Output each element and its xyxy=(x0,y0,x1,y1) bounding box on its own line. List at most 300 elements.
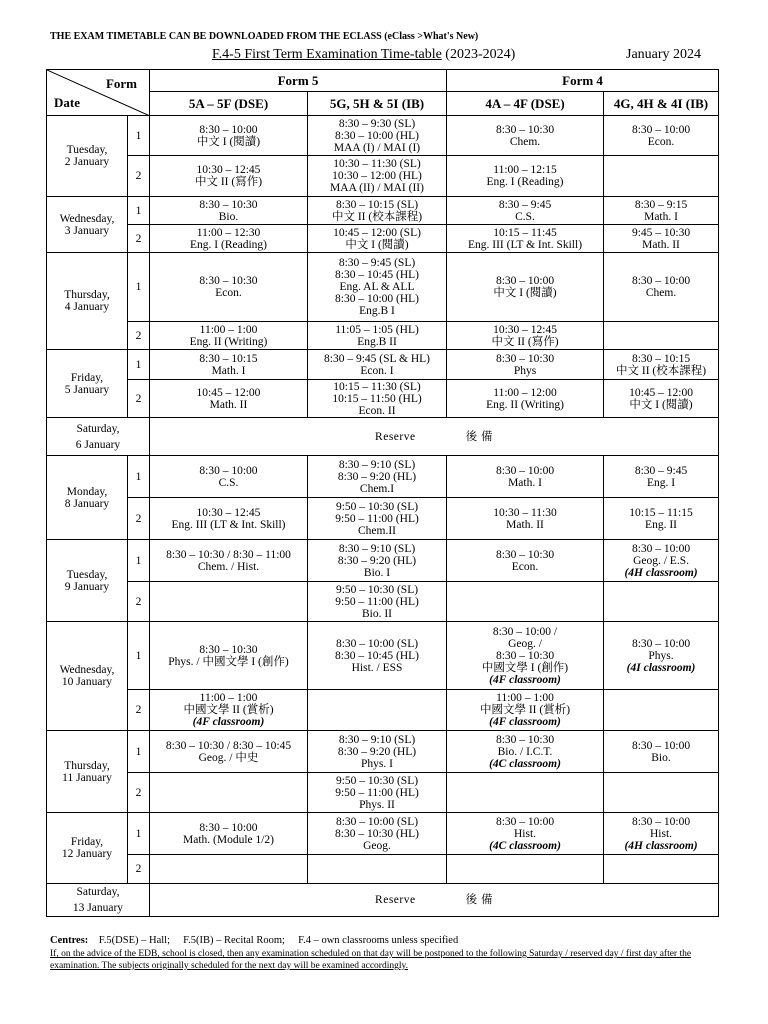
reserve-label-zh: 後 備 xyxy=(465,430,493,443)
session-number: 2 xyxy=(128,855,150,884)
col-4g-4i-cell xyxy=(604,456,719,498)
exam-line: Chem. / Hist. xyxy=(197,560,260,573)
day-cell xyxy=(47,813,128,884)
col-5g-5i-cell xyxy=(308,622,447,690)
day-weekday: Tuesday, xyxy=(66,144,108,156)
day-date: 11 January xyxy=(62,771,112,784)
session-number: 2 xyxy=(128,156,150,197)
col-5a-5f-cell xyxy=(150,156,308,197)
col-5g-5i-cell xyxy=(308,380,447,418)
day-date: 10 January xyxy=(61,676,113,688)
session-row xyxy=(47,622,719,690)
col-5g-5i-cell xyxy=(308,498,447,540)
classroom-note: (4C classroom) xyxy=(489,757,561,770)
session-number: 2 xyxy=(128,380,150,418)
title-row xyxy=(0,47,768,65)
day-date: 13 January xyxy=(72,902,124,914)
session-row xyxy=(47,540,719,582)
exam-line: 8:30 – 10:00 xyxy=(631,815,691,828)
session-number: 1 xyxy=(128,622,150,690)
col-4a-4f-cell xyxy=(447,582,604,622)
document-title xyxy=(212,47,515,63)
session-row xyxy=(47,380,719,418)
col-4g-4i-cell xyxy=(604,225,719,253)
exam-line: 8:30 – 10:30 / 8:30 – 11:00 xyxy=(166,548,291,561)
day-cell xyxy=(47,253,128,350)
day-date: 2 January xyxy=(64,156,110,168)
exam-line: 8:30 – 10:00 (HL) xyxy=(335,129,420,142)
exam-line: Math. (Module 1/2) xyxy=(182,833,275,846)
form-date-corner xyxy=(47,70,150,116)
centre-f4: F.4 – own classrooms unless specified xyxy=(298,935,459,946)
exam-line: 8:30 – 10:00 xyxy=(199,123,258,136)
col-5a-5f-cell xyxy=(150,813,308,855)
reserve-row xyxy=(47,884,719,917)
session-row xyxy=(47,350,719,380)
exam-line: Eng. I (Reading) xyxy=(190,238,267,251)
document-date: January 2024 xyxy=(626,47,702,62)
exam-line: Eng. I xyxy=(646,476,676,489)
exam-line: 8:30 – 10:30 xyxy=(495,352,555,365)
exam-line: 10:15 – 11:45 xyxy=(493,226,557,239)
exam-line: 9:50 – 10:30 (SL) xyxy=(335,583,419,596)
day-weekday: Monday, xyxy=(66,485,108,498)
title-main: F.4-5 First Term Examination Time-table xyxy=(212,47,442,62)
day-cell xyxy=(47,350,128,418)
col-5a-5f-cell xyxy=(150,690,308,731)
session-number: 2 xyxy=(128,322,150,350)
exam-line: Econ. I xyxy=(360,364,394,377)
exam-timetable xyxy=(46,69,719,917)
col-5a-5f-cell xyxy=(150,498,308,540)
col-4a-4f-cell xyxy=(447,731,604,773)
exam-line: 10:15 – 11:50 (HL) xyxy=(332,392,422,405)
col-5g-5i-cell xyxy=(308,197,447,225)
exam-line: 11:00 – 12:15 xyxy=(493,164,557,176)
day-cell xyxy=(47,116,128,197)
col-5a-5f-cell xyxy=(150,116,308,156)
exam-line: 8:30 – 10:00 xyxy=(631,123,691,136)
col-4g-4i-cell xyxy=(604,156,719,197)
exam-line: 8:30 – 10:30 xyxy=(199,198,258,211)
exam-line: 8:30 – 9:45 (SL & HL) xyxy=(324,352,430,365)
exam-line: 8:30 – 10:00 xyxy=(631,637,691,650)
exam-line: Math. I xyxy=(644,210,678,223)
session-number: 1 xyxy=(128,540,150,582)
exam-line: 8:30 – 10:00 xyxy=(631,739,691,752)
col-4g-4i-cell xyxy=(604,582,719,622)
col-4a-4f-cell xyxy=(447,622,604,690)
exam-line: Math. II xyxy=(506,518,544,531)
exam-line: 8:30 – 10:00 xyxy=(495,275,555,287)
col-5a-5f-cell xyxy=(150,197,308,225)
day-date: 8 January xyxy=(64,497,110,510)
session-row xyxy=(47,855,719,884)
classroom-note: (4C classroom) xyxy=(489,839,561,852)
exam-line: Eng. III (LT & Int. Skill) xyxy=(467,238,583,251)
exam-line: 10:45 – 12:00 (SL) xyxy=(333,226,421,239)
col-4g-4i-cell xyxy=(604,116,719,156)
exam-line: Geog. / xyxy=(508,637,542,650)
exam-line: 9:50 – 11:00 (HL) xyxy=(335,595,419,608)
exam-line: Phys xyxy=(513,364,537,377)
classroom-note: (4F classroom) xyxy=(489,716,561,728)
col-4a-4f-cell xyxy=(447,855,604,884)
exam-line: Hist. xyxy=(513,827,537,840)
exam-line: 8:30 – 9:45 (SL) xyxy=(338,257,416,269)
day-weekday: Saturday, xyxy=(76,886,120,898)
exam-line: Math. II xyxy=(642,238,680,251)
col-4a-4f-cell xyxy=(447,322,604,350)
exam-line: 11:00 – 12:00 xyxy=(493,386,557,399)
col-4g-4i-cell xyxy=(604,380,719,418)
reserve-label: Reserve xyxy=(375,430,416,443)
col-4a-4f-cell xyxy=(447,690,604,731)
col-5a-5f-cell xyxy=(150,322,308,350)
centres-line xyxy=(50,935,720,947)
session-row xyxy=(47,116,719,156)
col-5g-5i-header: 5G, 5H & 5I (IB) xyxy=(308,92,447,116)
session-row xyxy=(47,813,719,855)
col-4a-4f-cell xyxy=(447,380,604,418)
col-5g-5i-cell xyxy=(308,156,447,197)
exam-line: Phys. xyxy=(648,649,674,662)
exam-line: Eng. II (Writing) xyxy=(189,335,268,348)
col-5a-5f-cell xyxy=(150,622,308,690)
exam-line: Eng.B I xyxy=(359,305,395,317)
exam-line: 8:30 – 9:30 (SL) xyxy=(338,117,416,130)
exam-line: 8:30 – 10:00 xyxy=(631,275,691,287)
session-row xyxy=(47,253,719,322)
exam-line: 中文 II (校本課程) xyxy=(331,210,423,223)
reserve-cell xyxy=(150,418,719,456)
exam-line: 11:00 – 1:00 xyxy=(199,323,258,336)
col-5g-5i-cell xyxy=(308,540,447,582)
reserve-label-zh: 後 備 xyxy=(465,894,493,906)
exam-line: 8:30 – 10:30 (HL) xyxy=(335,827,420,840)
exam-line: 8:30 – 9:10 (SL) xyxy=(338,542,416,555)
exam-line: Econ. xyxy=(215,287,242,299)
session-number: 1 xyxy=(128,813,150,855)
session-number: 2 xyxy=(128,690,150,731)
exam-line: Math. I xyxy=(211,364,246,377)
col-4a-4f-cell xyxy=(447,253,604,322)
reserve-label: Reserve xyxy=(375,894,416,906)
exam-line: Eng. III (LT & Int. Skill) xyxy=(171,518,286,531)
day-cell xyxy=(47,197,128,253)
col-4g-4i-cell xyxy=(604,731,719,773)
col-5a-5f-cell xyxy=(150,582,308,622)
col-5a-5f-cell xyxy=(150,350,308,380)
day-cell xyxy=(47,456,128,540)
exam-line: 8:30 – 10:00 xyxy=(495,815,555,828)
exam-line: 8:30 – 10:00 xyxy=(495,464,555,477)
day-date: 12 January xyxy=(61,848,113,860)
session-number: 1 xyxy=(128,253,150,322)
col-5g-5i-cell xyxy=(308,773,447,813)
exam-line: 中國文學 II (賞析) xyxy=(479,704,571,716)
exam-line: Geog. xyxy=(363,839,391,852)
session-row xyxy=(47,322,719,350)
day-weekday: Friday, xyxy=(70,836,104,848)
session-row xyxy=(47,156,719,197)
exam-line: 8:30 – 10:30 xyxy=(495,733,555,746)
classroom-note: (4F classroom) xyxy=(489,673,561,686)
exam-line: 10:30 – 11:30 (SL) xyxy=(333,158,421,170)
col-5g-5i-cell xyxy=(308,731,447,773)
col-5g-5i-cell xyxy=(308,116,447,156)
col-5a-5f-header: 5A – 5F (DSE) xyxy=(150,92,308,116)
centre-f5-ib: F.5(IB) – Recital Room; xyxy=(183,935,285,946)
exam-line: Phys. II xyxy=(359,798,395,811)
exam-line: 10:30 – 11:30 xyxy=(493,506,557,519)
col-5g-5i-cell xyxy=(308,225,447,253)
exam-line: Econ. xyxy=(511,560,539,573)
exam-line: 11:05 – 1:05 (HL) xyxy=(335,323,419,336)
col-5a-5f-cell xyxy=(150,253,308,322)
col-4a-4f-cell xyxy=(447,813,604,855)
col-4a-4f-cell xyxy=(447,498,604,540)
exam-line: 10:15 – 11:15 xyxy=(629,506,693,519)
title-year: (2023-2024) xyxy=(445,47,516,62)
exam-line: 9:50 – 10:30 (SL) xyxy=(335,500,419,513)
col-5g-5i-cell xyxy=(308,690,447,731)
exam-line: C.S. xyxy=(515,210,535,223)
exam-line: Eng. II (Writing) xyxy=(486,398,564,411)
corner-form-label: Form xyxy=(105,76,137,91)
exam-line: 8:30 – 10:00 / xyxy=(492,625,558,638)
day-weekday: Thursday, xyxy=(64,289,110,301)
exam-line: Math. II xyxy=(209,398,248,411)
col-4a-4f-cell xyxy=(447,225,604,253)
exam-line: 10:45 – 12:00 xyxy=(196,386,261,399)
form5-header: Form 5 xyxy=(150,70,447,92)
exam-line: 中文 I (閱讀) xyxy=(493,287,557,299)
exam-line: 8:30 – 10:00 xyxy=(631,542,691,555)
day-weekday: Wednesday, xyxy=(59,664,115,676)
exam-line: 8:30 – 9:10 (SL) xyxy=(338,733,416,746)
col-5a-5f-cell xyxy=(150,380,308,418)
session-number: 1 xyxy=(128,197,150,225)
exam-line: 8:30 – 10:00 (HL) xyxy=(335,293,420,305)
classroom-note: (4H classroom) xyxy=(624,566,698,579)
exam-line: 8:30 – 10:30 / 8:30 – 10:45 xyxy=(165,739,292,752)
exam-line: 10:30 – 12:00 (HL) xyxy=(332,170,422,182)
session-row xyxy=(47,197,719,225)
exam-line: 8:30 – 10:45 (HL) xyxy=(335,269,420,281)
exam-line: Hist. xyxy=(650,827,673,840)
col-5g-5i-cell xyxy=(308,855,447,884)
col-4a-4f-cell xyxy=(447,156,604,197)
exam-line: Eng.B II xyxy=(357,335,397,348)
exam-line: 10:15 – 11:30 (SL) xyxy=(333,380,421,393)
centre-f5-dse: F.5(DSE) – Hall; xyxy=(98,935,170,946)
exam-line: 9:45 – 10:30 xyxy=(631,226,691,239)
exam-line: 10:30 – 12:45 xyxy=(196,164,261,176)
exam-line: 8:30 – 10:45 (HL) xyxy=(335,649,420,662)
exam-line: Bio. xyxy=(218,210,239,223)
col-4g-4i-cell xyxy=(604,813,719,855)
col-4a-4f-cell xyxy=(447,116,604,156)
exam-line: 9:50 – 11:00 (HL) xyxy=(335,512,419,525)
session-number: 2 xyxy=(128,582,150,622)
col-5a-5f-cell xyxy=(150,456,308,498)
session-row xyxy=(47,456,719,498)
col-4a-4f-cell xyxy=(447,197,604,225)
col-4g-4i-cell xyxy=(604,253,719,322)
day-date: 5 January xyxy=(64,383,110,396)
corner-date-label: Date xyxy=(54,95,80,110)
exam-line: Geog. / 中史 xyxy=(198,751,259,764)
exam-line: Bio. II xyxy=(361,607,393,620)
session-number: 2 xyxy=(128,498,150,540)
exam-line: 8:30 – 9:15 xyxy=(634,198,688,211)
footer xyxy=(50,935,720,972)
day-date: 9 January xyxy=(64,580,110,593)
exam-line: Chem.II xyxy=(358,524,397,537)
exam-line: 10:45 – 12:00 xyxy=(629,386,693,399)
exam-line: Math. I xyxy=(508,476,542,489)
col-4g-4i-cell xyxy=(604,498,719,540)
exam-line: MAA (I) / MAI (I) xyxy=(333,141,421,154)
session-number: 1 xyxy=(128,456,150,498)
exam-line: 中文 II (寫作) xyxy=(491,335,559,348)
reserve-row xyxy=(47,418,719,456)
exam-line: Phys. I xyxy=(361,757,393,770)
session-row xyxy=(47,582,719,622)
exam-line: Eng. II xyxy=(645,518,677,531)
exam-line: 中文 II (校本課程) xyxy=(615,364,707,377)
col-4a-4f-cell xyxy=(447,540,604,582)
exam-line: 11:00 – 12:30 xyxy=(196,226,261,239)
reserve-cell xyxy=(150,884,719,917)
col-5g-5i-cell xyxy=(308,813,447,855)
col-4g-4i-cell xyxy=(604,855,719,884)
exam-line: 9:50 – 10:30 (SL) xyxy=(335,774,419,787)
exam-line: Chem. xyxy=(645,287,677,299)
exam-line: Geog. / E.S. xyxy=(633,554,689,567)
exam-line: Bio. xyxy=(651,751,671,764)
classroom-note: (4I classroom) xyxy=(626,661,696,674)
col-4g-4i-cell xyxy=(604,690,719,731)
session-row xyxy=(47,690,719,731)
exam-line: Econ. xyxy=(647,135,675,148)
col-4g-4i-cell xyxy=(604,350,719,380)
exam-line: 8:30 – 10:15 xyxy=(631,352,691,365)
school-closure-advice: If, on the advice of the EDB, school is closed, then any examination scheduled on that day will be postponed to the following Saturday / reserved day / first day after the examination. The subjects originally scheduled for the next day will be examined accordingly. xyxy=(50,949,692,971)
col-4g-4i-cell xyxy=(604,773,719,813)
col-5a-5f-cell xyxy=(150,731,308,773)
day-cell xyxy=(47,731,128,813)
exam-line: Eng. AL & ALL xyxy=(339,281,415,293)
download-notice: THE EXAM TIMETABLE CAN BE DOWNLOADED FROM THE ECLASS (eClass >What's New) xyxy=(50,31,479,42)
day-cell xyxy=(47,622,128,731)
exam-line: 8:30 – 10:30 xyxy=(495,548,555,561)
exam-line: 8:30 – 10:30 xyxy=(495,649,555,662)
session-number: 1 xyxy=(128,731,150,773)
exam-line: 8:30 – 9:10 (SL) xyxy=(338,458,416,471)
col-4g-4i-cell xyxy=(604,322,719,350)
session-number: 2 xyxy=(128,773,150,813)
col-4a-4f-header: 4A – 4F (DSE) xyxy=(447,92,604,116)
exam-line: 8:30 – 9:45 xyxy=(634,464,688,477)
exam-line: 8:30 – 10:30 xyxy=(199,275,258,287)
exam-line: 中文 I (閱讀) xyxy=(196,135,261,148)
day-date: 4 January xyxy=(64,301,110,313)
exam-line: Econ. II xyxy=(358,404,396,417)
exam-line: 11:00 – 1:00 xyxy=(199,692,258,704)
exam-line: 9:50 – 11:00 (HL) xyxy=(335,786,419,799)
exam-line: 中文 I (閱讀) xyxy=(629,398,693,411)
exam-line: 8:30 – 9:20 (HL) xyxy=(337,554,417,567)
col-5g-5i-cell xyxy=(308,456,447,498)
col-5g-5i-cell xyxy=(308,582,447,622)
exam-line: 8:30 – 10:00 xyxy=(199,464,258,477)
session-number: 1 xyxy=(128,116,150,156)
col-5g-5i-cell xyxy=(308,322,447,350)
exam-line: 10:30 – 12:45 xyxy=(493,323,557,336)
col-4g-4i-cell xyxy=(604,622,719,690)
exam-line: 8:30 – 10:00 xyxy=(199,821,258,834)
exam-line: C.S. xyxy=(218,476,239,489)
centres-label: Centres: xyxy=(50,935,89,946)
exam-line: Eng. I (Reading) xyxy=(486,176,564,188)
col-4a-4f-cell xyxy=(447,456,604,498)
col-4g-4i-header: 4G, 4H & 4I (IB) xyxy=(604,92,719,116)
session-row xyxy=(47,225,719,253)
col-5a-5f-cell xyxy=(150,773,308,813)
day-weekday: Tuesday, xyxy=(66,568,108,581)
exam-line: 10:30 – 12:45 xyxy=(196,506,261,519)
col-5g-5i-cell xyxy=(308,350,447,380)
day-weekday: Thursday, xyxy=(64,759,110,772)
exam-line: Bio. / I.C.T. xyxy=(497,745,553,758)
col-4a-4f-cell xyxy=(447,350,604,380)
day-weekday: Wednesday, xyxy=(59,212,115,225)
col-5a-5f-cell xyxy=(150,855,308,884)
day-date: 6 January xyxy=(75,438,121,451)
exam-line: Hist. / ESS xyxy=(351,661,403,674)
col-4g-4i-cell xyxy=(604,540,719,582)
classroom-note: (4H classroom) xyxy=(624,839,698,852)
day-weekday: Friday, xyxy=(70,371,104,384)
exam-line: MAA (II) / MAI (II) xyxy=(330,182,424,194)
session-number: 2 xyxy=(128,225,150,253)
day-weekday: Saturday, xyxy=(76,422,120,435)
exam-line: Chem.I xyxy=(359,482,395,495)
exam-line: 11:00 – 1:00 xyxy=(496,692,554,704)
exam-line: 8:30 – 10:30 xyxy=(199,643,258,656)
exam-line: Bio. I xyxy=(363,566,391,579)
exam-line: 8:30 – 10:30 xyxy=(495,123,555,136)
exam-line: 8:30 – 10:15 xyxy=(199,352,258,365)
exam-line: 8:30 – 9:20 (HL) xyxy=(337,470,417,483)
day-date: 3 January xyxy=(64,224,110,237)
exam-line: 8:30 – 9:45 xyxy=(498,198,552,211)
col-4g-4i-cell xyxy=(604,197,719,225)
day-cell xyxy=(47,418,150,456)
exam-line: 8:30 – 10:00 (SL) xyxy=(335,815,419,828)
session-row xyxy=(47,773,719,813)
session-row xyxy=(47,498,719,540)
session-row xyxy=(47,731,719,773)
exam-line: 8:30 – 10:15 (SL) xyxy=(335,198,419,211)
form4-header: Form 4 xyxy=(447,70,719,92)
day-cell xyxy=(47,884,150,917)
classroom-note: (4F classroom) xyxy=(192,716,265,728)
exam-line: Chem. xyxy=(509,135,541,148)
exam-line: 中國文學 I (創作) xyxy=(481,661,569,674)
